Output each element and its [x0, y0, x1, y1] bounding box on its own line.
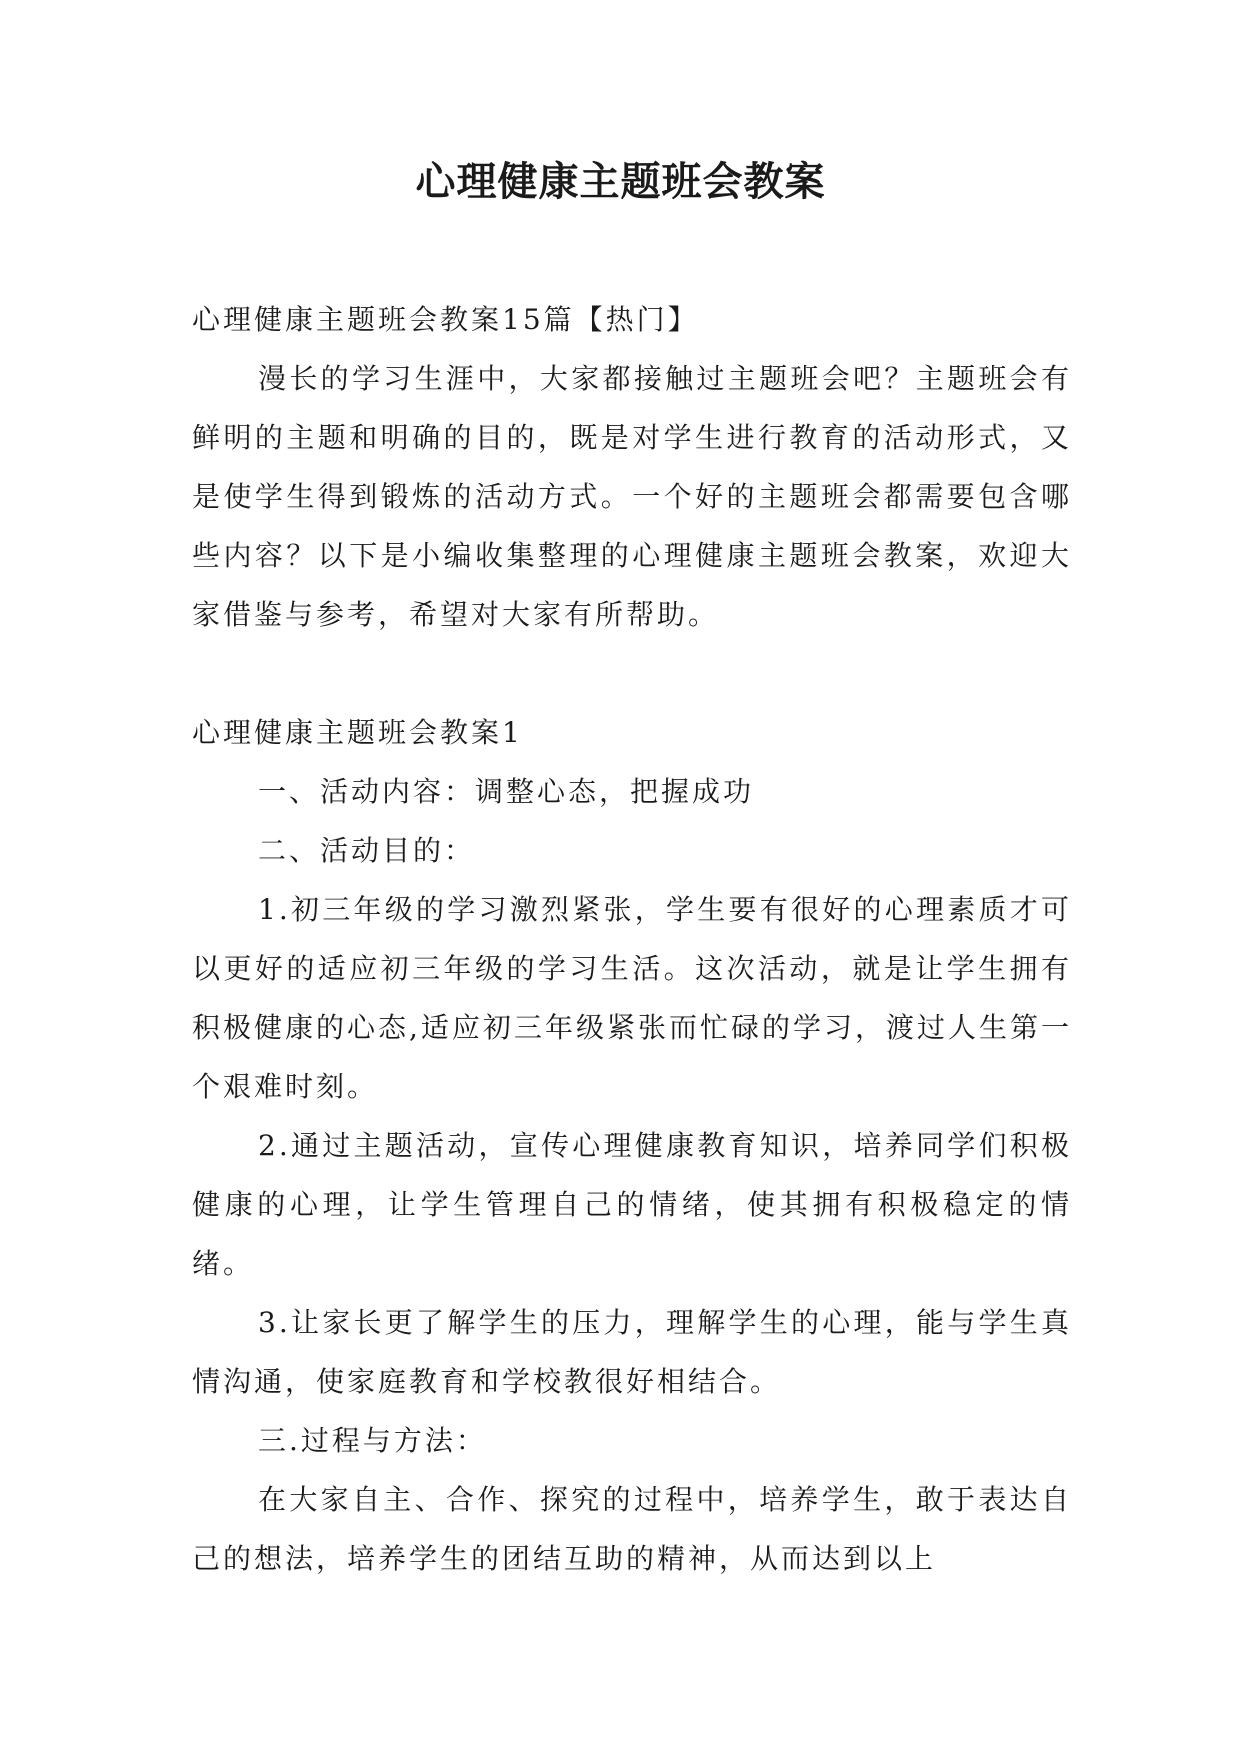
activity-content: 一、活动内容：调整心态，把握成功: [258, 775, 755, 808]
purpose-item-2: 2.通过主题活动，宣传心理健康教育知识，培养同学们积极健康的心理，让学生管理自己的情绪，使其拥有积极稳定的情绪。: [192, 1129, 1072, 1280]
document-subtitle: 心理健康主题班会教案15篇【热门】: [192, 303, 699, 336]
process-method-paragraph: 在大家自主、合作、探究的过程中，培养学生，敢于表达自己的想法，培养学生的团结互助的精神，从而达到以上: [192, 1483, 1072, 1575]
purpose-item-1: 1.初三年级的学习激烈紧张，学生要有很好的心理素质才可以更好的适应初三年级的学习生活。这次活动，就是让学生拥有积极健康的心态,适应初三年级紧张而忙碌的学习，渡过人生第一个艰难时刻。: [192, 893, 1072, 1103]
process-method-heading: 三.过程与方法：: [258, 1424, 487, 1457]
section-heading: 心理健康主题班会教案1: [192, 716, 523, 749]
purpose-item-3: 3.让家长更了解学生的压力，理解学生的心理，能与学生真情沟通，使家庭教育和学校教很好相结合。: [192, 1306, 1072, 1398]
activity-purpose-heading: 二、活动目的：: [258, 834, 476, 867]
document-body: [192, 290, 1072, 1588]
intro-paragraph: 漫长的学习生涯中，大家都接触过主题班会吧？主题班会有鲜明的主题和明确的目的，既是对学生进行教育的活动形式，又是使学生得到锻炼的活动方式。一个好的主题班会都需要包含哪些内容？以下是小编收集整理的心理健康主题班会教案，欢迎大家借鉴与参考，希望对大家有所帮助。: [192, 362, 1072, 631]
section-spacer: [192, 644, 1072, 703]
document-title: 心理健康主题班会教案: [415, 158, 826, 205]
